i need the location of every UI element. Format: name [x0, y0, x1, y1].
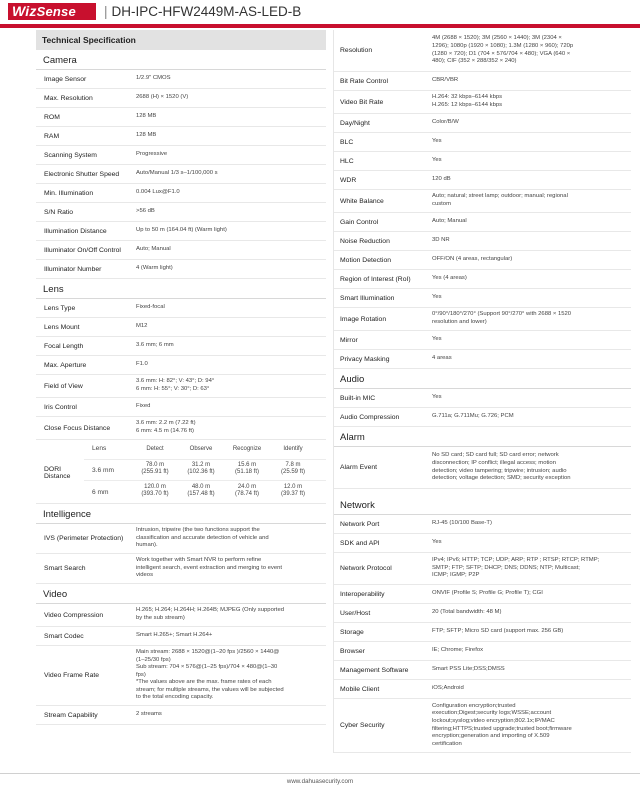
spec-row-illumination-distance: [36, 222, 326, 241]
spec-row-illuminator-control: [36, 241, 326, 260]
section-audio: Audio: [334, 371, 631, 389]
spec-value: 3.6 mm; 6 mm: [136, 342, 174, 349]
logo-part1: Wiz: [12, 3, 37, 19]
model-number: DH-IPC-HFW2449M-AS-LED-B: [111, 4, 302, 19]
spec-key: Electronic Shutter Speed: [44, 170, 120, 178]
spec-key: Alarm Event: [340, 464, 378, 471]
spec-value: [428, 35, 579, 65]
spec-value: Yes: [432, 294, 442, 301]
spec-value: IE; Chrome; Firefox: [432, 647, 484, 654]
spec-value: 2688 (H) × 1520 (V): [136, 94, 189, 101]
spec-key: ROM: [44, 113, 60, 121]
spec-value: Auto/Manual 1/3 s–1/100,000 s: [136, 170, 218, 177]
spec-key: Resolution: [340, 47, 373, 54]
spec-row-privacy-masking: [334, 350, 631, 369]
spec-row-interoperability: [334, 585, 631, 604]
dori-divider: [84, 459, 326, 460]
spec-row-rom: [36, 108, 326, 127]
spec-key: Built-in MIC: [340, 394, 376, 402]
dori-value: 78.0 m: [145, 462, 165, 468]
dori-header-detect: Detect: [146, 446, 164, 452]
dori-divider: [84, 480, 326, 481]
spec-key: Video Frame Rate: [44, 672, 100, 679]
dori-label: [44, 466, 70, 481]
spec-key: Scanning System: [44, 151, 97, 159]
section-network: Network: [334, 497, 631, 515]
spec-key: RAM: [44, 132, 60, 140]
dori-lens-6: 6 mm: [92, 489, 109, 496]
value-line: resolution and lower): [432, 319, 487, 325]
spec-value: 3D NR: [432, 237, 450, 244]
dori-lens-36: 3.6 mm: [92, 467, 114, 474]
spec-value: >56 dB: [136, 208, 155, 215]
spec-row-white-balance: [334, 190, 631, 213]
spec-key: Region of Interest (RoI): [340, 275, 411, 283]
dori-value: (25.59 ft): [280, 469, 305, 476]
dori-header-recognize: Recognize: [232, 446, 262, 452]
spec-row-management-software: [334, 661, 631, 680]
spec-key: BLC: [340, 138, 354, 146]
spec-key: SDK and API: [340, 539, 380, 547]
dori-recognize-6: [224, 484, 270, 499]
spec-value: ONVIF (Profile S; Profile G; Profile T); CGI: [432, 590, 543, 597]
spec-row-iris-control: [36, 398, 326, 417]
spec-row-bit-rate-control: [334, 72, 631, 91]
spec-row-illuminator-number: [36, 260, 326, 279]
spec-row-roi: [334, 270, 631, 289]
spec-row-video-bit-rate: [334, 91, 631, 114]
value-line: H.265; H.264; H.264H; H.264B; MJPEG (Only supported: [136, 607, 284, 614]
footer-rule: [0, 773, 640, 774]
value-line: stream; for multiple streams, the values will be subjected: [136, 686, 284, 693]
spec-value: [132, 607, 290, 622]
spec-key: Browser: [340, 647, 365, 655]
spec-key: Cyber Security: [340, 722, 385, 729]
spec-key: Iris Control: [44, 403, 77, 411]
dori-header-lens: Lens: [92, 445, 107, 452]
spec-value: CBR/VBR: [432, 77, 459, 84]
spec-value: 2 streams: [136, 711, 162, 718]
value-line: execution;Digest;security logs;WSSE;account: [432, 710, 552, 717]
spec-value: [132, 557, 288, 580]
spec-key: Smart Codec: [44, 632, 84, 640]
spec-key: S/N Ratio: [44, 208, 74, 216]
dori-header-observe: Observe: [189, 446, 213, 452]
value-line: 4M (2688 × 1520); 3M (2560 × 1440); 3M (2304 ×: [432, 35, 562, 42]
spec-row-smart-illumination: [334, 289, 631, 308]
spec-value: 128 MB: [136, 113, 157, 120]
spec-value: Smart H.265+; Smart H.264+: [136, 632, 213, 639]
spec-value: M12: [136, 323, 148, 330]
spec-key: White Balance: [340, 197, 384, 205]
spec-key: Day/Night: [340, 119, 370, 127]
spec-key: Field of View: [44, 382, 83, 390]
dori-value: 48.0 m: [191, 484, 211, 490]
spec-row-video-compression: [36, 604, 326, 627]
spec-value: Yes (4 areas): [432, 275, 467, 282]
value-line: No SD card; SD card full; SD card error; network: [432, 452, 559, 459]
value-line: Intrusion, tripwire (the two functions support the: [136, 527, 260, 534]
section-camera: Camera: [36, 52, 326, 70]
value-line: videos: [136, 572, 154, 579]
spec-key: Mobile Client: [340, 685, 380, 693]
spec-key: Smart Search: [44, 565, 86, 572]
spec-row-field-of-view: [36, 375, 326, 398]
spec-key: Motion Detection: [340, 256, 392, 264]
spec-key: Network Protocol: [340, 565, 392, 572]
dori-detect-6: [132, 484, 178, 499]
dori-value: 15.6 m: [237, 462, 257, 468]
dori-value: 24.0 m: [237, 484, 257, 490]
value-line: filtering;HTTPS;trusted upgrade;trusted boot;firmware: [432, 725, 572, 732]
spec-row-storage: [334, 623, 631, 642]
spec-row-max-aperture: [36, 356, 326, 375]
spec-key: Storage: [340, 628, 364, 636]
spec-value: [132, 527, 275, 550]
spec-row-blc: [334, 133, 631, 152]
spec-key: Audio Compression: [340, 413, 400, 421]
spec-row-noise-reduction: [334, 232, 631, 251]
value-line: detection; voltage detection; SMD; security exception: [432, 475, 571, 482]
right-column: [333, 30, 631, 753]
spec-key: IVS (Perimeter Protection): [44, 535, 124, 542]
spec-value: FTP; SFTP; Micro SD card (support max. 256 GB): [432, 628, 564, 635]
spec-row-stream-capability: [36, 706, 326, 725]
spec-value: Progressive: [136, 151, 168, 158]
spec-key: Min. Illumination: [44, 189, 94, 197]
spec-value: iOS;Android: [432, 685, 464, 692]
dori-value: (255.91 ft): [141, 469, 169, 476]
spec-value: Up to 50 m (164.04 ft) (Warm light): [136, 227, 227, 234]
dori-value: (157.48 ft): [187, 491, 215, 498]
left-column: [36, 30, 326, 725]
dori-detect-36: [132, 462, 178, 477]
dori-value: 12.0 m: [283, 484, 303, 490]
title-separator: |: [104, 4, 108, 19]
value-line: classification and accurate detection of vehicle and: [136, 534, 269, 541]
spec-value: Yes: [432, 539, 442, 546]
spec-key: Bit Rate Control: [340, 77, 388, 85]
spec-row-mirror: [334, 331, 631, 350]
spec-row-resolution: [334, 30, 631, 72]
dori-identify-36: [270, 462, 316, 477]
value-line: 1296); 1080p (1920 × 1080); 1.3M (1280 × 960); 720p: [432, 42, 574, 49]
spec-row-lens-type: [36, 299, 326, 318]
spec-value: Yes: [432, 394, 442, 401]
spec-row-focal-length: [36, 337, 326, 356]
spec-row-smart-codec: [36, 627, 326, 646]
spec-value: 1/2.9" CMOS: [136, 75, 171, 82]
spec-row-sn-ratio: [36, 203, 326, 222]
dori-observe-6: [178, 484, 224, 499]
value-line: *The values above are the max. frame rates of each: [136, 679, 272, 686]
spec-row-scanning-system: [36, 146, 326, 165]
value-line: H.264: 32 kbps–6144 kbps: [432, 94, 503, 101]
spec-value: F1.0: [136, 361, 148, 368]
spec-value: [428, 703, 578, 749]
spec-title: Technical Specification: [36, 30, 326, 50]
spec-row-motion-detection: [334, 251, 631, 270]
spec-key: Lens Mount: [44, 323, 80, 331]
section-intelligence: Intelligence: [36, 506, 326, 524]
spec-row-mobile-client: [334, 680, 631, 699]
spec-value: Yes: [432, 336, 442, 343]
spec-key: Smart Illumination: [340, 294, 395, 302]
spec-key: WDR: [340, 176, 357, 184]
spec-row-ivs: [36, 524, 326, 554]
spec-key: HLC: [340, 157, 354, 165]
spec-value: Smart PSS Lite;DSS;DMSS: [432, 666, 505, 673]
dori-value: (51.18 ft): [234, 469, 259, 476]
value-line: certification: [432, 740, 462, 747]
spec-value: Auto; Manual: [136, 246, 171, 253]
value-line: detection; video tampering; tripwire; intrusion; audio: [432, 467, 567, 474]
value-line: 480); CIF (352 × 288/352 × 240): [432, 58, 517, 65]
value-line: human).: [136, 542, 158, 549]
dori-value: (102.36 ft): [187, 469, 215, 476]
logo-part2: Sense: [36, 4, 76, 19]
value-line: disconnection; IP conflict; illegal access; motion: [432, 459, 556, 466]
spec-value: [428, 94, 508, 109]
spec-key: Noise Reduction: [340, 237, 390, 245]
dori-value: 120.0 m: [144, 484, 166, 490]
spec-key: Video Compression: [44, 611, 104, 619]
value-line: encryption;generation and importing of X.509: [432, 733, 550, 740]
spec-key: Interoperability: [340, 590, 385, 598]
value-line: (1–25/30 fps): [136, 656, 171, 663]
spec-key: Gain Control: [340, 218, 379, 226]
value-line: IPv4; IPv6; HTTP; TCP; UDP; ARP; RTP ; RTSP; RTCP; RTMP;: [432, 557, 600, 564]
value-line: 6 mm: H: 55°; V: 30°; D: 63°: [136, 386, 210, 392]
spec-key: User/Host: [340, 609, 371, 617]
spec-row-max-resolution: [36, 89, 326, 108]
spec-value: [132, 420, 202, 435]
spec-key: Stream Capability: [44, 711, 98, 719]
value-line: 0°/90°/180°/270° (Support 90°/270° with 2688 × 1520: [432, 311, 572, 318]
dori-value: (39.37 ft): [280, 491, 305, 498]
spec-value: [132, 649, 290, 702]
section-video: Video: [36, 586, 326, 604]
value-line: ICMP; IGMP; P2P: [432, 572, 480, 579]
wizsense-logo: [8, 3, 96, 20]
spec-value: Auto; Manual: [432, 218, 467, 225]
spec-key: Network Port: [340, 520, 380, 528]
spec-row-day-night: [334, 114, 631, 133]
spec-key: Lens Type: [44, 304, 76, 312]
spec-row-lens-mount: [36, 318, 326, 337]
spec-value: Fixed-focal: [136, 304, 165, 311]
value-line: (1280 × 720); D1 (704 × 576/704 × 480); VGA (640 ×: [432, 50, 571, 57]
value-line: 3.6 mm: 2.2 m (7.22 ft): [136, 420, 196, 427]
spec-value: [428, 452, 577, 482]
value-line: H.265: 12 kbps–6144 kbps: [432, 102, 503, 108]
spec-value: 0.004 Lux@F1.0: [136, 189, 180, 196]
spec-value: 120 dB: [432, 176, 451, 183]
spec-key: Illuminator Number: [44, 265, 102, 273]
dori-recognize-36: [224, 462, 270, 477]
spec-key: Illuminator On/Off Control: [44, 246, 121, 254]
spec-key: Image Rotation: [340, 315, 387, 323]
spec-row-cyber-security: [334, 699, 631, 753]
value-line: to the total encoding capacity.: [136, 694, 214, 701]
spec-key: Max. Aperture: [44, 361, 87, 369]
dori-observe-36: [178, 462, 224, 477]
spec-key: Max. Resolution: [44, 94, 93, 102]
spec-key: Focal Length: [44, 342, 84, 350]
spec-row-hlc: [334, 152, 631, 171]
spec-row-builtin-mic: [334, 389, 631, 408]
model-title: [104, 3, 301, 20]
section-lens: Lens: [36, 281, 326, 299]
spec-value: 128 MB: [136, 132, 157, 139]
spec-value: 20 (Total bandwidth: 48 M): [432, 609, 502, 616]
value-line: 3.6 mm: H: 82°; V: 43°; D: 94°: [136, 378, 215, 385]
spec-row-alarm-event: [334, 447, 631, 489]
spec-row-image-rotation: [334, 308, 631, 331]
footer-url: www.dahuasecurity.com: [286, 778, 354, 785]
dori-table: [36, 440, 326, 504]
spec-key: Privacy Masking: [340, 355, 390, 363]
value-line: Main stream: 2688 × 1520@(1–20 fps )/2560 × 1440@: [136, 648, 280, 655]
value-line: lockout;syslog;video encryption;802.1x;IP/MAC: [432, 717, 555, 724]
value-line: Configuration encryption;trusted: [432, 702, 516, 709]
section-alarm: Alarm: [334, 429, 631, 447]
spec-value: [132, 378, 220, 393]
value-line: custom: [432, 201, 451, 207]
spec-row-ram: [36, 127, 326, 146]
brand-rule: [0, 24, 640, 28]
spec-value: 4 areas: [432, 355, 452, 362]
dori-label-line: DORI: [44, 466, 61, 473]
spec-row-image-sensor: [36, 70, 326, 89]
value-line: fps): [136, 671, 146, 678]
spec-value: G.711a; G.711Mu; G.726; PCM: [432, 413, 514, 420]
spec-row-video-frame-rate: [36, 646, 326, 706]
spec-row-smart-search: [36, 554, 326, 584]
value-line: SMTP; FTP; SFTP; DHCP; DNS; DDNS; NTP; Multicast;: [432, 564, 580, 571]
spec-value: 4 (Warm light): [136, 265, 173, 272]
dori-header-identify: Identify: [283, 446, 303, 452]
spec-key: Image Sensor: [44, 75, 87, 83]
dori-value: (78.74 ft): [234, 491, 259, 498]
spec-value: [428, 193, 574, 208]
spec-row-browser: [334, 642, 631, 661]
spec-row-network-protocol: [334, 553, 631, 585]
dori-value: (393.70 ft): [141, 491, 169, 498]
spec-row-wdr: [334, 171, 631, 190]
spec-value: Yes: [432, 138, 442, 145]
spec-row-sdk-api: [334, 534, 631, 553]
value-line: Work together with Smart NVR to perform refine: [136, 557, 262, 564]
spec-key: Management Software: [340, 666, 409, 674]
spec-key: Illumination Distance: [44, 227, 107, 235]
spec-row-shutter-speed: [36, 165, 326, 184]
dori-identify-6: [270, 484, 316, 499]
spec-row-close-focus: [36, 417, 326, 440]
value-line: by the sub stream): [136, 615, 185, 621]
value-line: 6 mm: 4.5 m (14.76 ft): [136, 428, 194, 434]
spec-value: Yes: [432, 157, 442, 164]
spec-key: Close Focus Distance: [44, 424, 111, 432]
value-line: Auto; natural; street lamp; outdoor; manual; regional: [432, 193, 568, 200]
spec-key: Mirror: [340, 336, 358, 344]
dori-value: 31.2 m: [191, 462, 211, 468]
spec-row-network-port: [334, 515, 631, 534]
spec-value: [428, 557, 605, 580]
spec-value: Color/B/W: [432, 119, 459, 126]
dori-value: 7.8 m: [285, 462, 301, 468]
dori-label-line: Distance: [44, 473, 71, 481]
spec-value: Fixed: [136, 403, 151, 410]
spec-row-min-illumination: [36, 184, 326, 203]
spec-value: RJ-45 (10/100 Base-T): [432, 520, 492, 527]
page-header: [0, 0, 640, 22]
spec-key: Video Bit Rate: [340, 98, 384, 106]
spec-row-user-host: [334, 604, 631, 623]
spec-row-audio-compression: [334, 408, 631, 427]
value-line: intelligent search, event extraction and merging to event: [136, 564, 283, 571]
spec-value: [428, 311, 577, 326]
spec-row-gain-control: [334, 213, 631, 232]
spec-value: OFF/ON (4 areas, rectangular): [432, 256, 513, 263]
value-line: Sub stream: 704 × 576@(1–25 fps)/704 × 480@(1–30: [136, 664, 278, 671]
